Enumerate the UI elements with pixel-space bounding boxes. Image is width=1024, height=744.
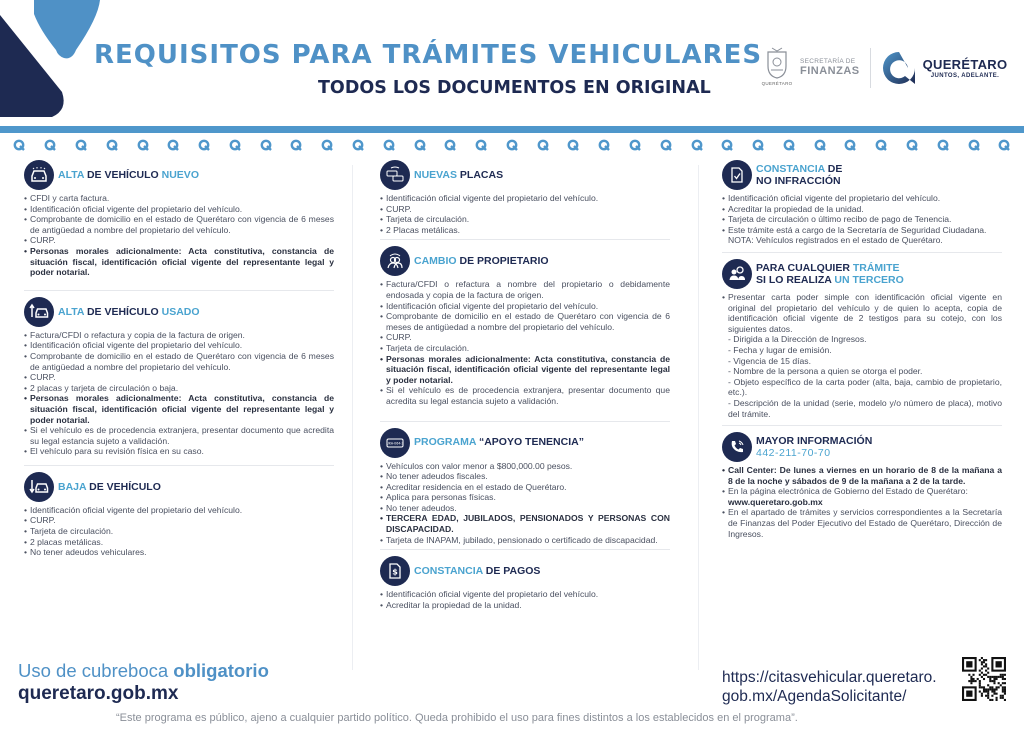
requirements-list xyxy=(722,193,1002,246)
list-item: • 2 Placas metálicas. xyxy=(380,225,670,236)
list-item: • Tarjeta de circulación. xyxy=(380,214,670,225)
q-pattern-icon xyxy=(906,139,918,151)
list-item: • Si el vehículo es de procedencia extranjera, presentar documento que acredita su legal estancia sujeto a validación. xyxy=(380,385,670,406)
title-text: SI LO REALIZA xyxy=(756,273,835,286)
page-title: REQUISITOS PARA TRÁMITES VEHICULARES xyxy=(94,40,763,70)
secretaria-label: SECRETARÍA DE xyxy=(800,58,856,66)
title-text: DE VEHÍCULO xyxy=(84,168,162,181)
secretaria-finanzas-logo xyxy=(800,59,860,77)
qr-code[interactable] xyxy=(962,657,1006,701)
title-text: DE xyxy=(824,162,843,175)
list-item: • Si el vehículo es de procedencia extranjera, presentar documento que acredita su legal estancia sujeto a validación. xyxy=(24,425,334,446)
q-pattern-icon xyxy=(383,139,395,151)
q-pattern-icon xyxy=(629,139,641,151)
title-text: NO INFRACCIÓN xyxy=(756,175,841,187)
url-line[interactable]: gob.mx/AgendaSolicitante/ xyxy=(722,688,907,705)
section-header xyxy=(24,160,334,190)
list-item: • Tarjeta de circulación. xyxy=(380,343,670,354)
q-pattern-icon xyxy=(198,139,210,151)
list-item: • CURP. xyxy=(24,515,334,526)
requirements-list xyxy=(380,193,670,235)
list-item: • Tarjeta de circulación o último recibo de pago de Tenencia. xyxy=(722,214,1002,225)
page-subtitle: TODOS LOS DOCUMENTOS EN ORIGINAL xyxy=(318,78,711,98)
note-text: NOTA: Vehículos registrados en el estado de Querétaro. xyxy=(728,235,943,246)
q-pattern-icon xyxy=(721,139,733,151)
section-title xyxy=(58,481,161,493)
list-item: • El vehículo para su revisión física en su caso. xyxy=(24,446,334,457)
q-pattern-icon xyxy=(137,139,149,151)
mask-notice xyxy=(18,660,269,682)
website-link[interactable]: www.queretaro.gob.mx xyxy=(728,496,823,507)
title-text: DE PROPIETARIO xyxy=(456,255,549,268)
title-text: MAYOR INFORMACIÓN xyxy=(756,435,873,448)
list-item: • Identificación oficial vigente del propietario del vehículo. xyxy=(380,301,670,312)
sub-item: - Vigencia de 15 días. xyxy=(728,355,811,366)
list-item: • Comprobante de domicilio en el estado de Querétaro con vigencia de 6 meses de antigüedad a nombre del propietario del vehículo. xyxy=(24,214,334,235)
section-header xyxy=(24,472,334,502)
license-plates-icon xyxy=(380,160,410,190)
title-text: “APOYO TENENCIA” xyxy=(476,436,584,449)
title-highlight: CONSTANCIA xyxy=(756,162,825,175)
section-tercero xyxy=(722,259,1002,426)
legal-disclaimer: “Este programa es público, ajeno a cualquier partido político. Queda prohibido el uso para fines distintos a los establecidos en el programa”. xyxy=(116,712,798,724)
title-highlight: TRÁMITE xyxy=(852,261,900,274)
dollar-document-icon xyxy=(380,556,410,586)
list-item: • Vehículos con valor menor a $800,000.00 pesos. xyxy=(380,461,670,472)
q-pattern-icon xyxy=(537,139,549,151)
list-item: • CURP. xyxy=(24,235,334,246)
seal-label: QUERÉTARO xyxy=(761,81,793,86)
section-title xyxy=(756,163,842,187)
site-link[interactable]: queretaro.gob.mx xyxy=(18,683,179,704)
brand-name: QUERÉTARO xyxy=(922,56,1008,72)
header-band xyxy=(0,126,1024,133)
section-header xyxy=(380,428,670,458)
sub-item: - Objeto específico de la carta poder (alta, baja, cambio de propietario, etc.). xyxy=(728,376,1002,398)
url-line[interactable]: https://citasvehicular.queretaro. xyxy=(722,669,937,686)
q-pattern-icon xyxy=(506,139,518,151)
requirements-list xyxy=(380,589,670,610)
queretaro-brand xyxy=(923,58,1008,79)
list-item: • Acreditar la propiedad de la unidad. xyxy=(380,600,670,611)
section-title xyxy=(58,169,199,181)
section-mayor-informacion xyxy=(722,432,1002,543)
phone-number[interactable]: 442-211-70-70 xyxy=(756,447,831,460)
info-list xyxy=(722,465,1002,539)
appointment-url[interactable] xyxy=(722,668,937,706)
list-item: • No tener adeudos. xyxy=(380,503,670,514)
title-text: PARA CUALQUIER xyxy=(756,261,853,274)
list-item: • Aplica para personas físicas. xyxy=(380,492,670,503)
requirements-list xyxy=(24,193,334,278)
list-item: • Identificación oficial vigente del propietario del vehículo. xyxy=(380,193,670,204)
section-header xyxy=(380,160,670,190)
column-right xyxy=(722,160,1002,543)
requirements-list xyxy=(24,330,334,457)
finanzas-label: FINANZAS xyxy=(800,64,860,77)
title-text: PLACAS xyxy=(456,168,504,181)
q-pattern-icon xyxy=(290,139,302,151)
sub-item: - Dirigida a la Dirección de Ingresos. xyxy=(728,334,867,345)
q-pattern-icon xyxy=(229,139,241,151)
section-nuevas-placas xyxy=(380,160,670,240)
requirements-list xyxy=(24,505,334,558)
q-pattern-icon xyxy=(691,139,703,151)
title-text: DE VEHÍCULO xyxy=(86,480,161,493)
list-item: • Personas morales adicionalmente: Acta constitutiva, constancia de situación fiscal, identificación oficial vigente del representante legal y poder notarial. xyxy=(380,354,670,386)
list-item: • CFDI y carta factura. xyxy=(24,193,334,204)
q-pattern-icon xyxy=(352,139,364,151)
q-pattern-icon xyxy=(75,139,87,151)
list-item: • No tener adeudos vehiculares. xyxy=(24,547,334,558)
list-item: • 2 placas metálicas. xyxy=(24,537,334,548)
list-item: • CURP. xyxy=(380,204,670,215)
title-highlight: BAJA xyxy=(58,480,87,493)
q-pattern-icon xyxy=(260,139,272,151)
column-middle xyxy=(380,160,670,614)
title-text: DE VEHÍCULO xyxy=(84,305,162,318)
q-pattern-icon xyxy=(814,139,826,151)
state-seal xyxy=(760,46,794,90)
q-pattern-icon xyxy=(167,139,179,151)
q-pattern-icon xyxy=(444,139,456,151)
people-exchange-icon xyxy=(380,246,410,276)
brand-slogan: JUNTOS, ADELANTE. xyxy=(930,72,1000,79)
list-item: • Identificación oficial vigente del propietario del vehículo. xyxy=(24,204,334,215)
title-highlight: PROGRAMA xyxy=(414,436,477,449)
q-pattern-icon xyxy=(106,139,118,151)
section-title xyxy=(756,435,872,459)
coat-of-arms-icon xyxy=(764,46,790,80)
section-baja xyxy=(24,472,334,562)
q-pattern-icon xyxy=(783,139,795,151)
section-header xyxy=(722,160,1002,190)
title-highlight: CONSTANCIA xyxy=(414,565,483,578)
list-item: • En el apartado de trámites y servicios correspondientes a la Secretaría de Finanzas del Poder Ejecutivo del Estado de Querétaro, Dirección de Ingresos. xyxy=(722,507,1002,539)
section-title xyxy=(414,565,540,577)
car-down-arrow-icon xyxy=(24,472,54,502)
q-pattern-icon xyxy=(844,139,856,151)
section-no-infraccion xyxy=(722,160,1002,253)
list-item: • Factura/CFDI o refactura y copia de la factura de origen. xyxy=(24,330,334,341)
list-item: • No tener adeudos fiscales. xyxy=(380,471,670,482)
q-pattern-icon xyxy=(875,139,887,151)
q-pattern-icon xyxy=(660,139,672,151)
section-apoyo-tenencia xyxy=(380,428,670,551)
requirements-list xyxy=(722,292,1002,419)
list-item: • Identificación oficial vigente del propietario del vehículo. xyxy=(722,193,1002,204)
sub-item: - Fecha y lugar de emisión. xyxy=(728,344,832,355)
requirements-list xyxy=(380,279,670,406)
queretaro-q-logo-icon xyxy=(881,50,917,86)
q-pattern-icon xyxy=(752,139,764,151)
list-item: • Identificación oficial vigente del propietario del vehículo. xyxy=(24,340,334,351)
list-item: • Comprobante de domicilio en el estado de Querétaro con vigencia de 6 meses de antigüedad a nombre del propietario del vehículo. xyxy=(24,351,334,372)
title-highlight: UN TERCERO xyxy=(834,273,904,286)
q-pattern-icon xyxy=(598,139,610,151)
section-title xyxy=(414,169,503,181)
q-pattern-icon xyxy=(998,139,1010,151)
section-constancia-pagos xyxy=(380,556,670,614)
checked-document-icon xyxy=(722,160,752,190)
call-center-hours: • Call Center: De lunes a viernes en un horario de 8 de la mañana a 8 de la noche y sábados de 9 de la mañana a 2 de la tarde. xyxy=(722,465,1002,486)
section-cambio-propietario xyxy=(380,246,670,421)
q-pattern-icon xyxy=(567,139,579,151)
list-item: • Comprobante de domicilio en el estado de Querétaro con vigencia de 6 meses de antigüedad a nombre del propietario del vehículo. xyxy=(380,311,670,332)
mask-bold: obligatorio xyxy=(173,660,269,681)
title-highlight: ALTA xyxy=(58,168,85,181)
title-highlight: NUEVO xyxy=(161,168,199,181)
mask-text: Uso de cubreboca xyxy=(18,660,174,681)
third-party-person-icon xyxy=(722,259,752,289)
q-pattern-row xyxy=(0,139,1024,153)
list-item: • Este trámite está a cargo de la Secretaría de Seguridad Ciudadana. xyxy=(722,225,1002,236)
list-item: • En la página electrónica de Gobierno del Estado de Querétaro: xyxy=(722,486,1002,497)
section-title xyxy=(58,306,200,318)
title-highlight: USADO xyxy=(161,305,200,318)
section-title xyxy=(756,262,904,286)
column-divider xyxy=(352,165,353,670)
list-item: • Acreditar la propiedad de la unidad. xyxy=(722,204,1002,215)
list-item: • Tarjeta de INAPAM, jubilado, pensionado o certificado de discapacidad. xyxy=(380,535,670,546)
phone-call-icon xyxy=(722,432,752,462)
car-up-arrow-icon xyxy=(24,297,54,327)
q-pattern-icon xyxy=(13,139,25,151)
section-header xyxy=(380,556,670,586)
section-header xyxy=(722,432,1002,462)
list-item: • Personas morales adicionalmente: Acta constitutiva, constancia de situación fiscal, identificación oficial vigente del representante legal y poder notarial. xyxy=(24,246,334,278)
svg-text:$: $ xyxy=(392,567,398,577)
q-pattern-icon xyxy=(414,139,426,151)
list-item: • Tarjeta de circulación. xyxy=(24,526,334,537)
list-item: • CURP. xyxy=(380,332,670,343)
plate-text: UKA-064-3 xyxy=(386,440,404,445)
list-item: • 2 placas y tarjeta de circulación o baja. xyxy=(24,383,334,394)
q-pattern-icon xyxy=(968,139,980,151)
section-header xyxy=(722,259,1002,289)
q-pattern-icon xyxy=(321,139,333,151)
government-logos xyxy=(760,46,1007,90)
q-pattern-icon xyxy=(44,139,56,151)
section-alta-nuevo xyxy=(24,160,334,291)
list-item: • TERCERA EDAD, JUBILADOS, PENSIONADOS Y PERSONAS CON DISCAPACIDAD. xyxy=(380,513,670,534)
requirements-list xyxy=(380,461,670,546)
title-highlight: NUEVAS xyxy=(414,168,457,181)
sub-item: - Nombre de la persona a quien se otorga el poder. xyxy=(728,366,923,377)
title-highlight: CAMBIO xyxy=(414,255,457,268)
logo-divider xyxy=(870,48,871,88)
section-alta-usado xyxy=(24,297,334,466)
q-pattern-icon xyxy=(937,139,949,151)
plate-card-icon xyxy=(380,428,410,458)
section-header xyxy=(24,297,334,327)
column-left xyxy=(24,160,334,562)
list-item: • Identificación oficial vigente del propietario del vehículo. xyxy=(24,505,334,516)
list-item: • CURP. xyxy=(24,372,334,383)
section-header xyxy=(380,246,670,276)
title-highlight: ALTA xyxy=(58,305,85,318)
title-text: DE PAGOS xyxy=(482,565,541,578)
list-item: • Personas morales adicionalmente: Acta constitutiva, constancia de situación fiscal, identificación oficial vigente del representante legal y poder notarial. xyxy=(24,393,334,425)
sub-item: - Descripción de la unidad (serie, modelo y/o número de placa), motivo del trámite. xyxy=(728,397,1002,419)
list-item: • Acreditar residencia en el estado de Querétaro. xyxy=(380,482,670,493)
section-title xyxy=(414,436,584,448)
list-item: • Presentar carta poder simple con identificación oficial vigente en original del propietario del vehículo y de quien lo acepta, copia de identificación oficial vigente de 2 testigos para su cotejo, con los siguientes datos. xyxy=(722,292,1002,334)
list-item: • Factura/CFDI o refactura a nombre del propietario o debidamente endosada y copia de la factura de origen. xyxy=(380,279,670,300)
car-new-icon xyxy=(24,160,54,190)
column-divider xyxy=(698,165,699,670)
section-title xyxy=(414,255,549,267)
q-pattern-icon xyxy=(475,139,487,151)
list-item: • Identificación oficial vigente del propietario del vehículo. xyxy=(380,589,670,600)
